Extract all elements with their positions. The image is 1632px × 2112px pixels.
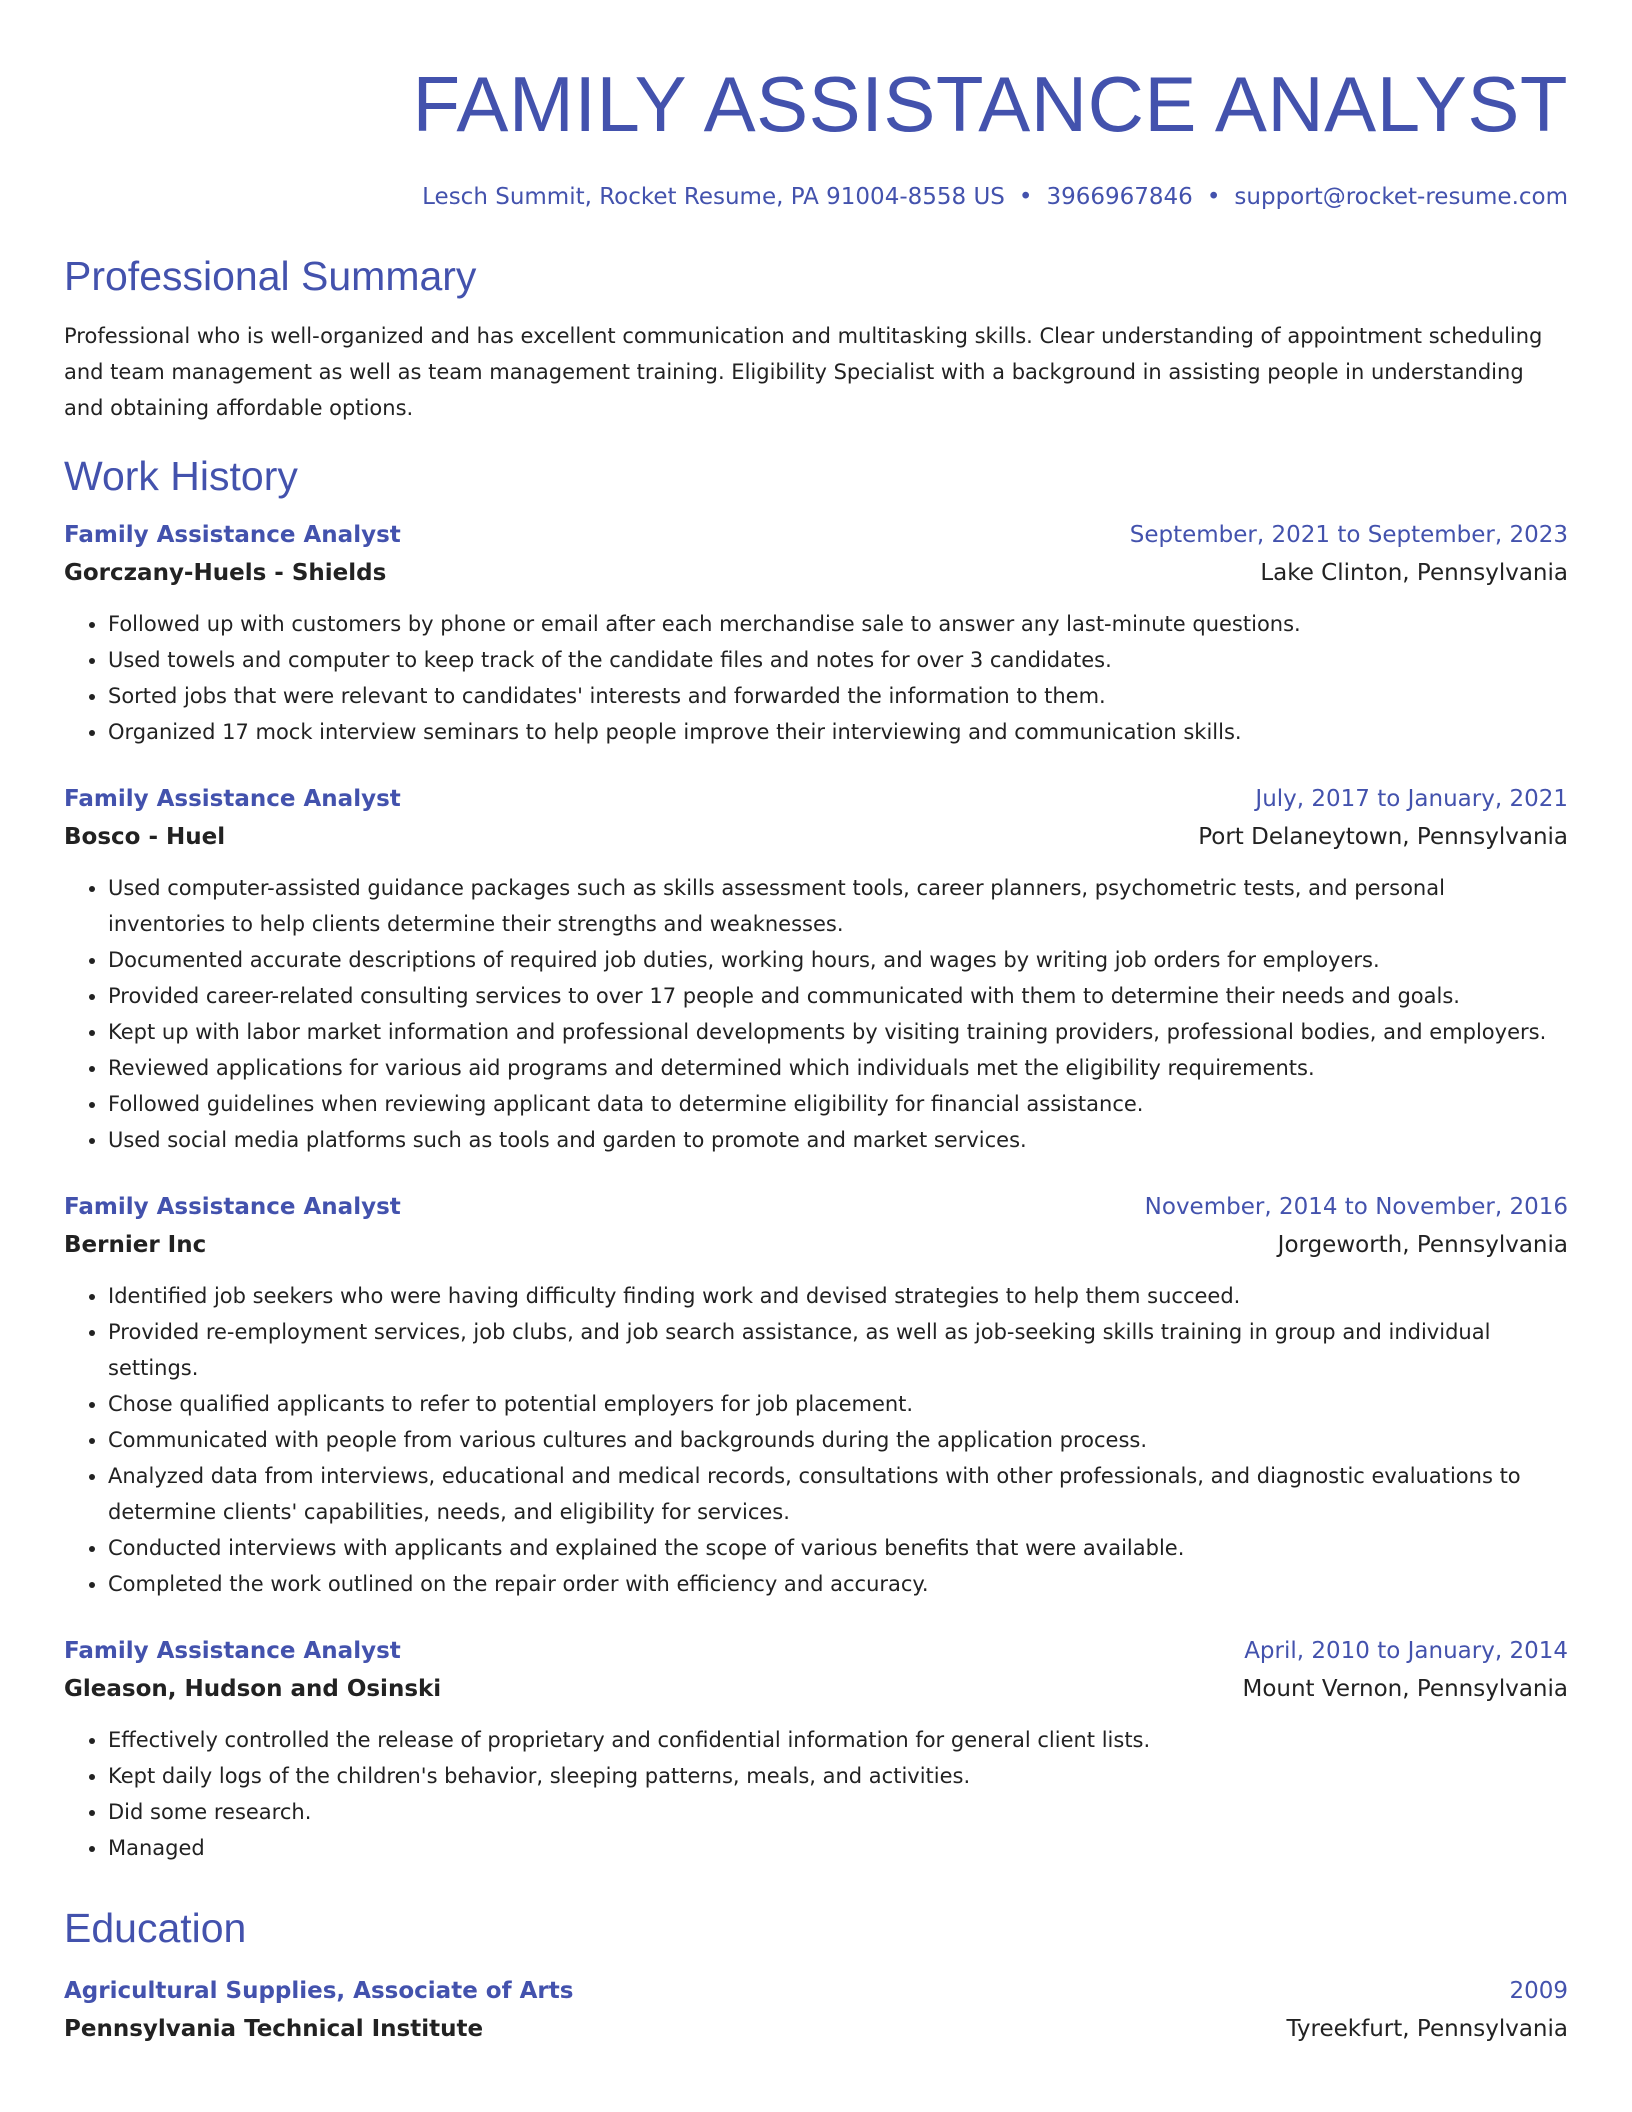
job-entry — [64, 516, 1568, 750]
job-title: Family Assistance Analyst — [64, 786, 401, 812]
job-company-row — [64, 818, 1568, 856]
job-dates: November, 2014 to November, 2016 — [1144, 1194, 1568, 1220]
job-entry — [64, 780, 1568, 1158]
job-title-row — [64, 780, 1568, 818]
education-heading: Education — [64, 1905, 247, 1951]
education-school: Pennsylvania Technical Institute — [64, 2016, 484, 2042]
job-company-row — [64, 1226, 1568, 1264]
job-company-row — [64, 554, 1568, 592]
job-bullet: • Effectively controlled the release of proprietary and confidential information for general client lists. — [108, 1722, 1568, 1758]
job-bullet: • Sorted jobs that were relevant to candidates' interests and forwarded the information to them. — [108, 678, 1568, 714]
job-bullets — [64, 606, 1568, 750]
job-company-row — [64, 1670, 1568, 1708]
job-title-row — [64, 1632, 1568, 1670]
job-bullets — [64, 870, 1568, 1158]
job-bullet: • Analyzed data from interviews, educational and medical records, consultations with other professionals, and diagnostic evaluations to determine clients' capabilities, needs, and eligibility for services. — [108, 1458, 1568, 1530]
job-bullet: • Provided re-employment services, job clubs, and job search assistance, as well as job-seeking skills training in group and individual settings. — [108, 1314, 1568, 1386]
job-bullet: • Identified job seekers who were having difficulty finding work and devised strategies to help them succeed. — [108, 1278, 1568, 1314]
job-bullet: • Used social media platforms such as tools and garden to promote and market services. — [108, 1122, 1568, 1158]
job-title-row — [64, 516, 1568, 554]
education-school-row — [64, 2010, 1568, 2048]
resume-header — [64, 58, 1568, 212]
job-dates: July, 2017 to January, 2021 — [1255, 786, 1568, 812]
summary-text: Professional who is well-organized and has excellent communication and multitasking skills. Clear understanding of appointment scheduling and team management as well as team management training. Eligibility Specialist with a background in assisting people in understanding and obtaining affordable options. — [64, 324, 1543, 420]
contact-separator: • — [1018, 184, 1033, 210]
contact-address: Lesch Summit, Rocket Resume, PA 91004-8558 US — [422, 184, 1005, 210]
job-bullet: • Communicated with people from various cultures and backgrounds during the application process. — [108, 1422, 1568, 1458]
contact-email: support@rocket-resume.com — [1234, 184, 1568, 210]
summary-heading: Professional Summary — [64, 253, 477, 299]
job-bullet: • Kept up with labor market information and professional developments by visiting training providers, professional bodies, and employers. — [108, 1014, 1568, 1050]
job-bullet: • Used towels and computer to keep track of the candidate files and notes for over 3 candidates. — [108, 642, 1568, 678]
job-company: Gorczany-Huels - Shields — [64, 560, 387, 586]
job-location: Port Delaneytown, Pennsylvania — [1198, 824, 1568, 850]
job-bullet: • Followed guidelines when reviewing applicant data to determine eligibility for financial assistance. — [108, 1086, 1568, 1122]
job-bullets — [64, 1722, 1568, 1866]
job-company: Bernier Inc — [64, 1232, 207, 1258]
contact-phone: 3966967846 — [1046, 184, 1193, 210]
education-location: Tyreekfurt, Pennsylvania — [1286, 2016, 1568, 2042]
job-bullet: • Managed — [108, 1830, 1568, 1866]
job-entry — [64, 1632, 1568, 1866]
job-bullets — [64, 1278, 1568, 1602]
education-degree-row — [64, 1972, 1568, 2010]
job-bullet: • Used computer-assisted guidance packages such as skills assessment tools, career planners, psychometric tests, and personal inventories to help clients determine their strengths and weaknesses. — [108, 870, 1568, 942]
job-title-row — [64, 1188, 1568, 1226]
job-bullet: • Chose qualified applicants to refer to potential employers for job placement. — [108, 1386, 1568, 1422]
education-entry — [64, 1972, 1568, 2048]
job-location: Jorgeworth, Pennsylvania — [1277, 1232, 1568, 1258]
job-bullet: • Provided career-related consulting services to over 17 people and communicated with them to determine their needs and goals. — [108, 978, 1568, 1014]
job-title: Family Assistance Analyst — [64, 522, 401, 548]
job-title: Family Assistance Analyst — [64, 1194, 401, 1220]
job-bullet: • Followed up with customers by phone or email after each merchandise sale to answer any last-minute questions. — [108, 606, 1568, 642]
education-year: 2009 — [1509, 1978, 1568, 2004]
job-title: Family Assistance Analyst — [64, 1638, 401, 1664]
job-bullet: • Reviewed applications for various aid programs and determined which individuals met the eligibility requirements. — [108, 1050, 1568, 1086]
job-location: Lake Clinton, Pennsylvania — [1260, 560, 1568, 586]
job-bullet: • Organized 17 mock interview seminars to help people improve their interviewing and communication skills. — [108, 714, 1568, 750]
job-bullet: • Conducted interviews with applicants and explained the scope of various benefits that were available. — [108, 1530, 1568, 1566]
job-bullet: • Documented accurate descriptions of required job duties, working hours, and wages by writing job orders for employers. — [108, 942, 1568, 978]
work-history-heading: Work History — [64, 453, 298, 499]
job-dates: September, 2021 to September, 2023 — [1129, 522, 1568, 548]
contact-separator: • — [1206, 184, 1221, 210]
job-bullet: • Did some research. — [108, 1794, 1568, 1830]
education-degree: Agricultural Supplies, Associate of Arts — [64, 1978, 574, 2004]
job-company: Bosco - Huel — [64, 824, 226, 850]
job-bullet: • Completed the work outlined on the repair order with efficiency and accuracy. — [108, 1566, 1568, 1602]
job-entry — [64, 1188, 1568, 1602]
job-company: Gleason, Hudson and Osinski — [64, 1676, 442, 1702]
job-dates: April, 2010 to January, 2014 — [1244, 1638, 1568, 1664]
candidate-name: FAMILY ASSISTANCE ANALYST — [412, 60, 1568, 148]
job-location: Mount Vernon, Pennsylvania — [1242, 1676, 1568, 1702]
job-bullet: • Kept daily logs of the children's behavior, sleeping patterns, meals, and activities. — [108, 1758, 1568, 1794]
contact-line — [64, 182, 1568, 212]
